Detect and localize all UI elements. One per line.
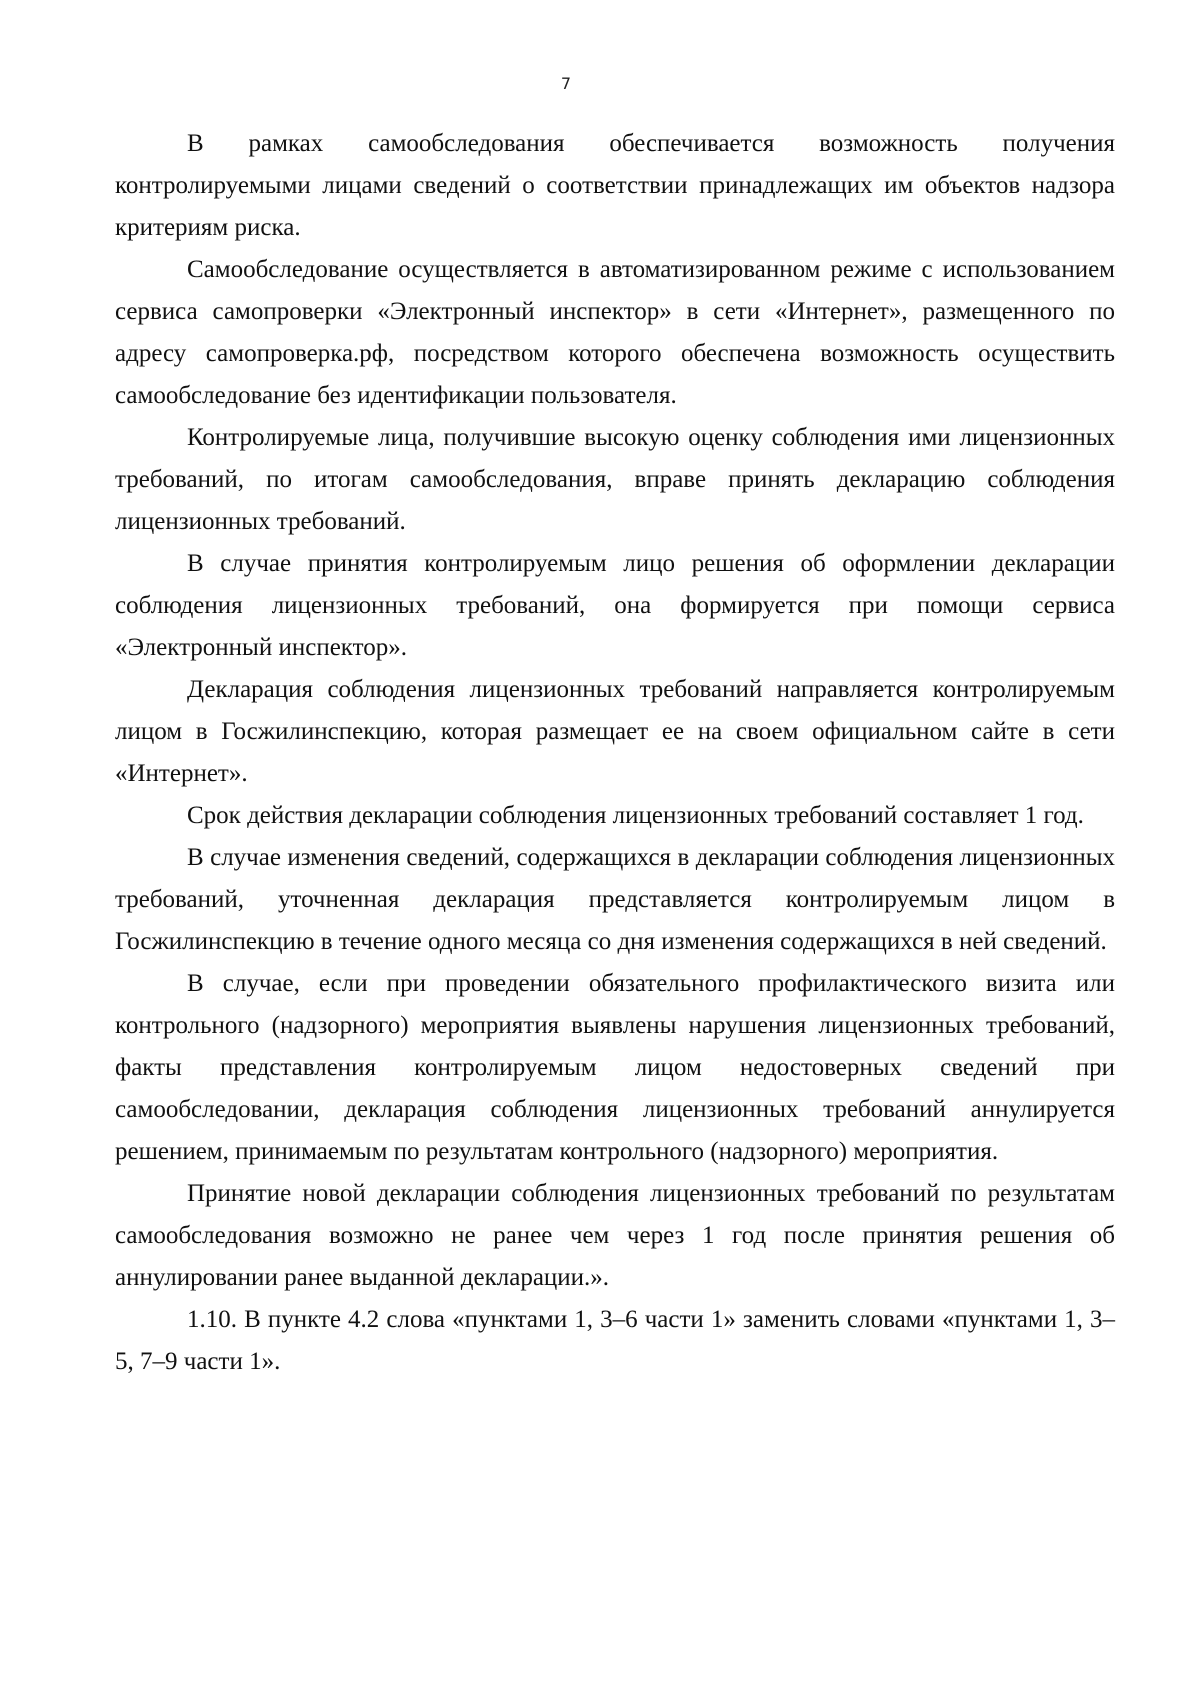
paragraph-self-inspection-scope: В рамках самообследования обеспечивается возможность получения контролируемыми лицами сведений о соответствии принадлежащих им объектов надзора критериям риска. bbox=[115, 130, 1115, 241]
paragraph-new-declaration: Принятие новой декларации соблюдения лицензионных требований по результатам самообследования возможно не ранее чем через 1 год после принятия решения об аннулировании ранее выданной декларации.». bbox=[115, 1180, 1115, 1291]
paragraph-declaration-right: Контролируемые лица, получившие высокую оценку соблюдения ими лицензионных требований, по итогам самообследования, вправе принять декларацию соблюдения лицензионных требований. bbox=[115, 424, 1115, 535]
page-number: 7 bbox=[560, 74, 572, 93]
paragraph-declaration-annulment: В случае, если при проведении обязательного профилактического визита или контрольного (надзорного) мероприятия выявлены нарушения лицензионных требований, факты представления контролируемым лицом недостоверных сведений при самообследовании, декларация соблюдения лицензионных требований аннулируется решением, принимаемым по результатам контрольного (надзорного) мероприятия. bbox=[115, 970, 1115, 1165]
paragraph-declaration-update: В случае изменения сведений, содержащихся в декларации соблюдения лицензионных требований, уточненная декларация представляется контролируемым лицом в Госжилинспекцию в течение одного месяца со дня изменения содержащихся в ней сведений. bbox=[115, 844, 1115, 955]
paragraph-declaration-submission: Декларация соблюдения лицензионных требований направляется контролируемым лицом в Госжилинспекцию, которая размещает ее на своем официальном сайте в сети «Интернет». bbox=[115, 676, 1115, 787]
paragraph-self-inspection-service: Самообследование осуществляется в автоматизированном режиме с использованием сервиса самопроверки «Электронный инспектор» в сети «Интернет», размещенного по адресу самопроверка.рф, посредством которого обеспечена возможность осуществить самообследование без идентификации пользователя. bbox=[115, 256, 1115, 409]
paragraph-declaration-formation: В случае принятия контролируемым лицо решения об оформлении декларации соблюдения лицензионных требований, она формируется при помощи сервиса «Электронный инспектор». bbox=[115, 550, 1115, 661]
paragraph-amendment-1-10: 1.10. В пункте 4.2 слова «пунктами 1, 3–6 части 1» заменить словами «пунктами 1, 3–5, 7–9 части 1». bbox=[115, 1306, 1115, 1375]
document-body bbox=[115, 123, 1115, 1383]
paragraph-declaration-validity: Срок действия декларации соблюдения лицензионных требований составляет 1 год. bbox=[187, 802, 1084, 829]
